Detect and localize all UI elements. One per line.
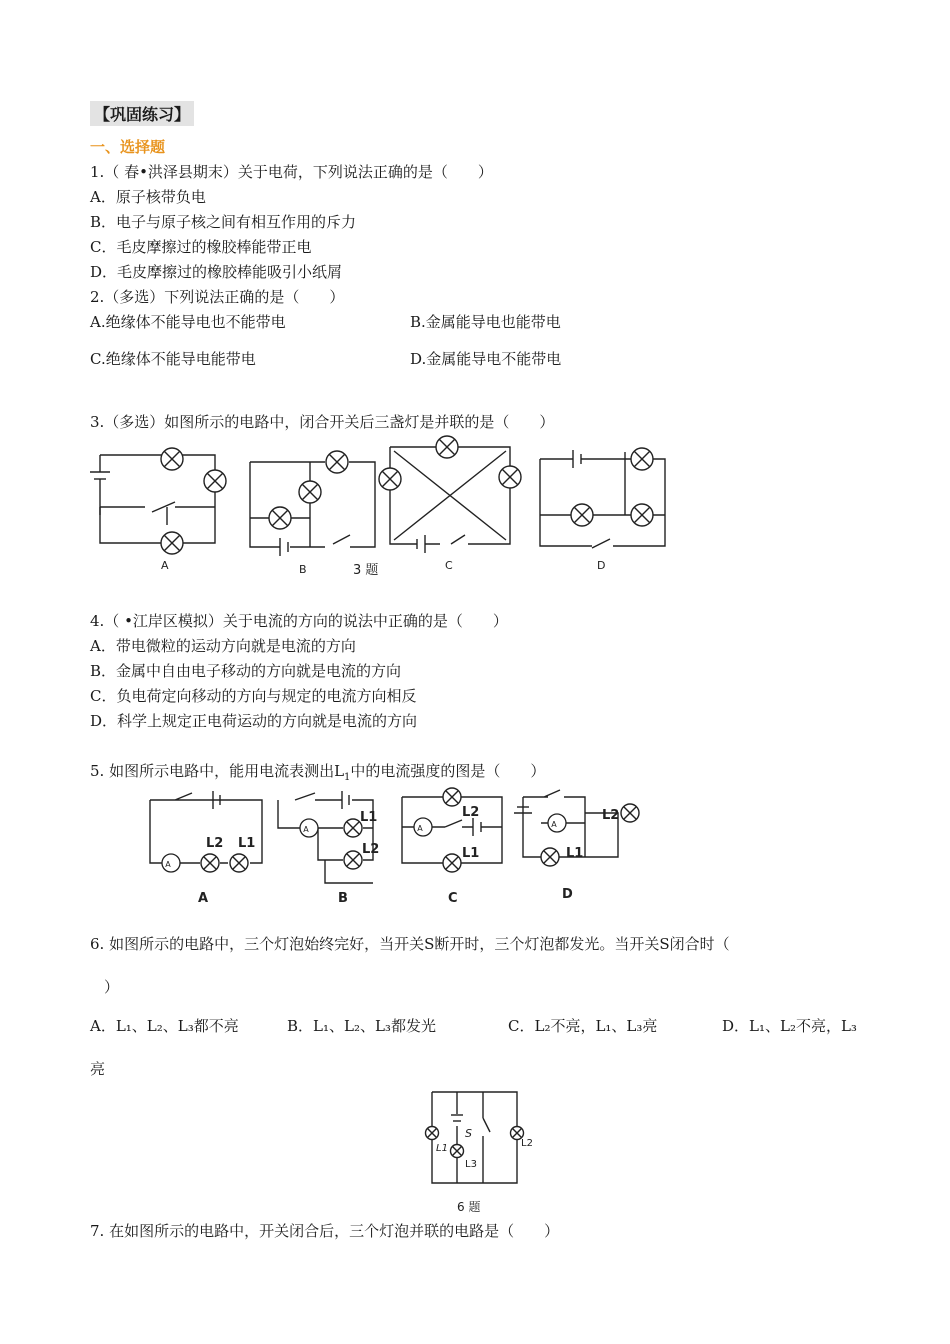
q5-label-c: C [448,891,458,906]
q3-label-a: A [161,559,169,572]
q3-label-c: C [445,559,453,572]
q3-circuit-b [250,451,375,556]
q7-stem: 7. 在如图所示的电路中，开关闭合后，三个灯泡并联的电路是（ ） [90,1222,560,1240]
q6-fig-l1: L1 [436,1143,448,1154]
q6-option-a: A．L₁、L₂、L₃都不亮 [90,1017,239,1035]
q5-c-ammeter: A [417,824,423,833]
q6-option-c: C．L₂不亮，L₁、L₃亮 [508,1017,658,1035]
q2-option-a: A.绝缘体不能导电也不能带电 [90,313,286,331]
q5-stem: 5. 如图所示电路中，能用电流表测出$L_1$中的电流强度的图是（ ） [90,762,546,783]
q2-stem: 2.（多选）下列说法正确的是（ ） [90,288,345,306]
q6-circuit-figure [415,1088,545,1220]
q3-stem: 3.（多选）如图所示的电路中，闭合开关后三盏灯是并联的是（ ） [90,413,555,431]
q6-fig-s: S [465,1127,472,1140]
q6-fig-l3: L3 [465,1159,477,1170]
q5-d-ammeter: A [551,820,557,829]
q5-d-l2: L2 [602,808,620,823]
q5-a-ammeter: A [165,860,171,869]
q5-label-a: A [198,891,209,906]
q3-label-d: D [597,559,606,572]
q6-caption: 6 题 [457,1200,481,1214]
q5-b-l1: L1 [360,810,378,825]
q5-label-b: B [338,891,348,906]
q1-option-c: C．毛皮摩擦过的橡胶棒能带正电 [90,238,312,256]
section-title: 一、选择题 [90,138,166,156]
q5-circuit-figure [140,785,660,915]
q5-d-l1: L1 [566,846,584,861]
q3-circuit-d [540,448,665,548]
q5-a-l2: L2 [206,836,224,851]
q6-stem: 6. 如图所示的电路中，三个灯泡始终完好，当开关S断开时，三个灯泡都发光。当开关S闭合时（ [90,935,730,953]
q3-circuit-a [90,448,226,554]
q6-option-d: D．L₁、L₂不亮，L₃ [722,1017,857,1035]
q3-caption: 3 题 [353,563,379,578]
q5-c-l1: L1 [462,846,480,861]
q1-option-b: B．电子与原子核之间有相互作用的斥力 [90,213,357,231]
q2-option-c: C.绝缘体不能导电能带电 [90,350,256,368]
q3-circuit-c [379,436,521,553]
q5-c-l2: L2 [462,805,480,820]
q2-option-b: B.金属能导电也能带电 [410,313,561,331]
q4-stem: 4.（ •江岸区模拟）关于电流的方向的说法中正确的是（ ） [90,612,508,630]
q6-option-b: B．L₁、L₂、L₃都发光 [287,1017,436,1035]
q2-option-d: D.金属能导电不能带电 [410,350,562,368]
q4-option-a: A．带电微粒的运动方向就是电流的方向 [90,637,356,655]
q6-stem-cont: ） [104,978,120,996]
q3-circuit-figure [85,432,685,582]
q3-label-b: B [299,563,307,576]
q4-option-d: D．科学上规定正电荷运动的方向就是电流的方向 [90,712,418,730]
section-header: 【巩固练习】 [90,101,194,126]
q5-label-d: D [562,887,573,902]
q5-circuit-b [278,791,373,883]
q6-option-d-cont: 亮 [90,1060,106,1078]
q6-fig-l2: L2 [521,1138,533,1149]
q5-b-ammeter: A [303,825,309,834]
q1-option-d: D．毛皮摩擦过的橡胶棒能吸引小纸屑 [90,263,343,281]
q1-option-a: A．原子核带负电 [90,188,206,206]
q5-b-l2: L2 [362,842,380,857]
q4-option-c: C．负电荷定向移动的方向与规定的电流方向相反 [90,687,417,705]
q5-a-l1: L1 [238,836,256,851]
q4-option-b: B．金属中自由电子移动的方向就是电流的方向 [90,662,402,680]
q1-stem: 1.（ 春•洪泽县期末）关于电荷，下列说法正确的是（ ） [90,163,493,181]
